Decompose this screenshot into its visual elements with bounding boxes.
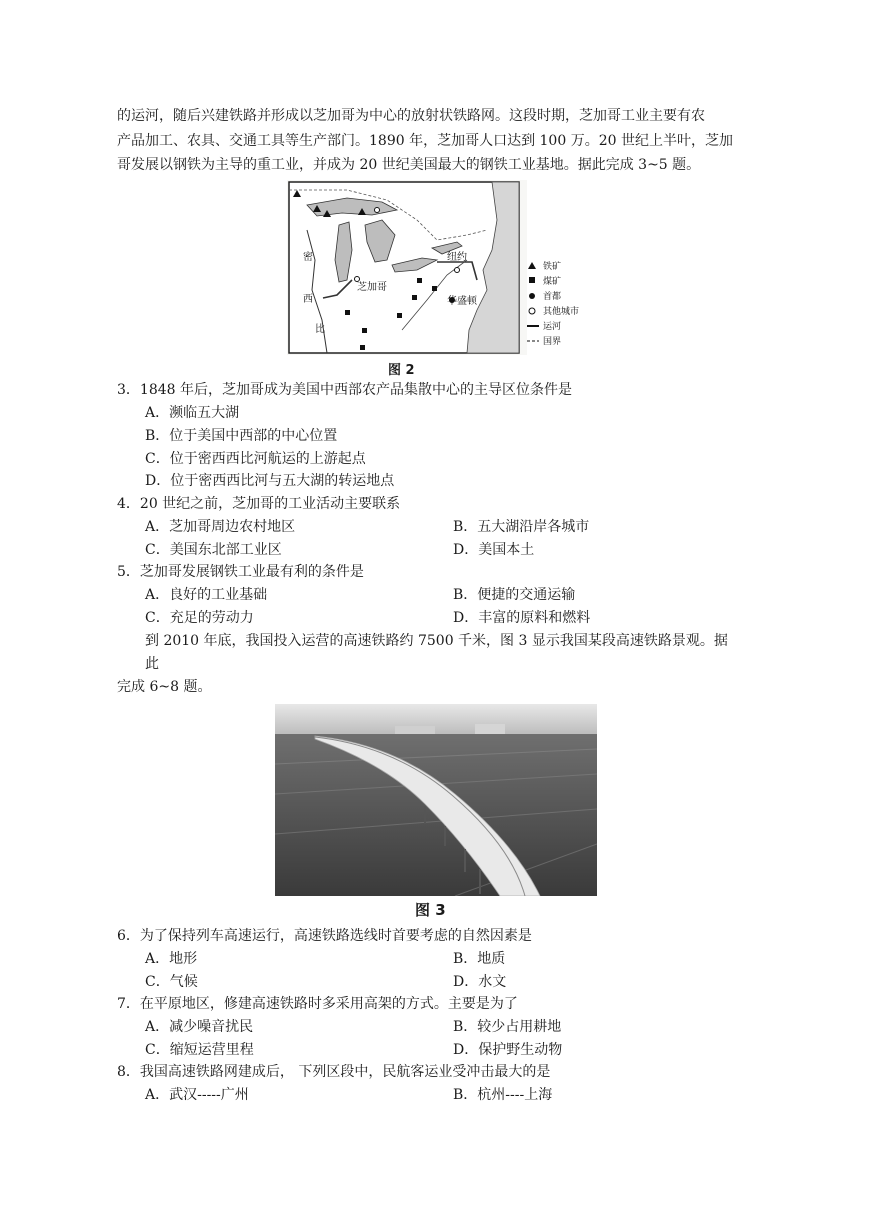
- q8-stem: 8．我国高速铁路网建成后， 下列区段中，民航客运业受冲击最大的是: [117, 1064, 551, 1080]
- q4-option-c: C．美国东北部工业区: [145, 542, 282, 558]
- railway-photo-graphic: [275, 704, 597, 896]
- q6-stem: 6．为了保持列车高速运行，高速铁路选线时首要考虑的自然因素是: [117, 928, 532, 944]
- q5-option-a: A．良好的工业基础: [145, 587, 268, 603]
- q3-option-a: A．濒临五大湖: [145, 405, 240, 421]
- legend-circle-icon: [529, 308, 535, 314]
- q5-option-b: B．便捷的交通运输: [453, 587, 576, 603]
- legend-square-icon: [529, 277, 535, 283]
- intro-line-3: 哥发展以钢铁为主导的重工业，并成为 20 世纪美国最大的钢铁工业基地。据此完成 3~5 题。: [117, 157, 701, 173]
- legend-city: 其他城市: [543, 307, 580, 317]
- legend-iron: 铁矿: [543, 262, 562, 272]
- legend-border: 国界: [543, 337, 562, 347]
- label-chicago: 芝加哥: [357, 282, 387, 293]
- q7-option-b: B．较少占用耕地: [453, 1019, 562, 1035]
- q6-option-c: C．气候: [145, 974, 198, 990]
- q3-option-d: D．位于密西西比河与五大湖的转运地点: [145, 473, 395, 489]
- q3-stem: 3．1848 年后，芝加哥成为美国中西部农产品集散中心的主导区位条件是: [117, 382, 572, 398]
- intro2-line-2: 此: [145, 656, 159, 672]
- q7-option-c: C．缩短运营里程: [145, 1042, 254, 1058]
- label-river-3: 比: [315, 324, 325, 335]
- q4-option-b: B．五大湖沿岸各城市: [453, 519, 590, 535]
- q4-stem: 4．20 世纪之前，芝加哥的工业活动主要联系: [117, 496, 401, 512]
- legend-canal: 运河: [543, 322, 562, 332]
- q3-option-b: B．位于美国中西部的中心位置: [145, 428, 338, 444]
- label-river-1: 密: [303, 252, 313, 263]
- label-river-2: 西: [303, 294, 313, 305]
- q4-option-a: A．芝加哥周边农村地区: [145, 519, 296, 535]
- q7-option-d: D．保护野生动物: [453, 1042, 563, 1058]
- intro2-line-3: 完成 6~8 题。: [117, 679, 212, 695]
- label-washington: 华盛顿: [447, 296, 477, 307]
- q8-option-b: B．杭州----上海: [453, 1087, 553, 1103]
- intro2-line-1: 到 2010 年底，我国投入运营的高速铁路约 7500 千米，图 3 显示我国某段高速铁路景观。据: [145, 633, 728, 649]
- label-newyork: 纽约: [447, 252, 467, 263]
- intro-line-2: 产品加工、农具、交通工具等生产部门。1890 年，芝加哥人口达到 100 万。20 世纪上半叶，芝加: [117, 133, 733, 149]
- figure-3-caption: 图 3: [415, 901, 446, 919]
- figure-2-caption: 图 2: [388, 363, 415, 378]
- q7-option-a: A．减少噪音扰民: [145, 1019, 254, 1035]
- figure-3-photo: [275, 704, 597, 896]
- q6-option-a: A．地形: [145, 951, 198, 967]
- intro-line-1: 的运河，随后兴建铁路并形成以芝加哥为中心的放射状铁路网。这段时期，芝加哥工业主要有农: [117, 108, 705, 124]
- map-legend: [527, 260, 587, 360]
- legend-dot-icon: [529, 293, 535, 299]
- figure-2-map: [287, 180, 580, 355]
- q8-option-a: A．武汉-----广州: [145, 1087, 249, 1103]
- legend-coal: 煤矿: [543, 277, 562, 287]
- legend-capital: 首都: [543, 292, 562, 302]
- q5-option-d: D．丰富的原料和燃料: [453, 610, 591, 626]
- q5-option-c: C．充足的劳动力: [145, 610, 254, 626]
- map-graphic: [287, 180, 527, 355]
- q3-option-c: C．位于密西西比河航运的上游起点: [145, 451, 366, 467]
- q4-option-d: D．美国本土: [453, 542, 535, 558]
- q7-stem: 7．在平原地区，修建高速铁路时多采用高架的方式。主要是为了: [117, 996, 518, 1012]
- q5-stem: 5．芝加哥发展钢铁工业最有利的条件是: [117, 564, 364, 580]
- legend-triangle-icon: [528, 262, 536, 269]
- q6-option-b: B．地质: [453, 951, 506, 967]
- q6-option-d: D．水文: [453, 974, 507, 990]
